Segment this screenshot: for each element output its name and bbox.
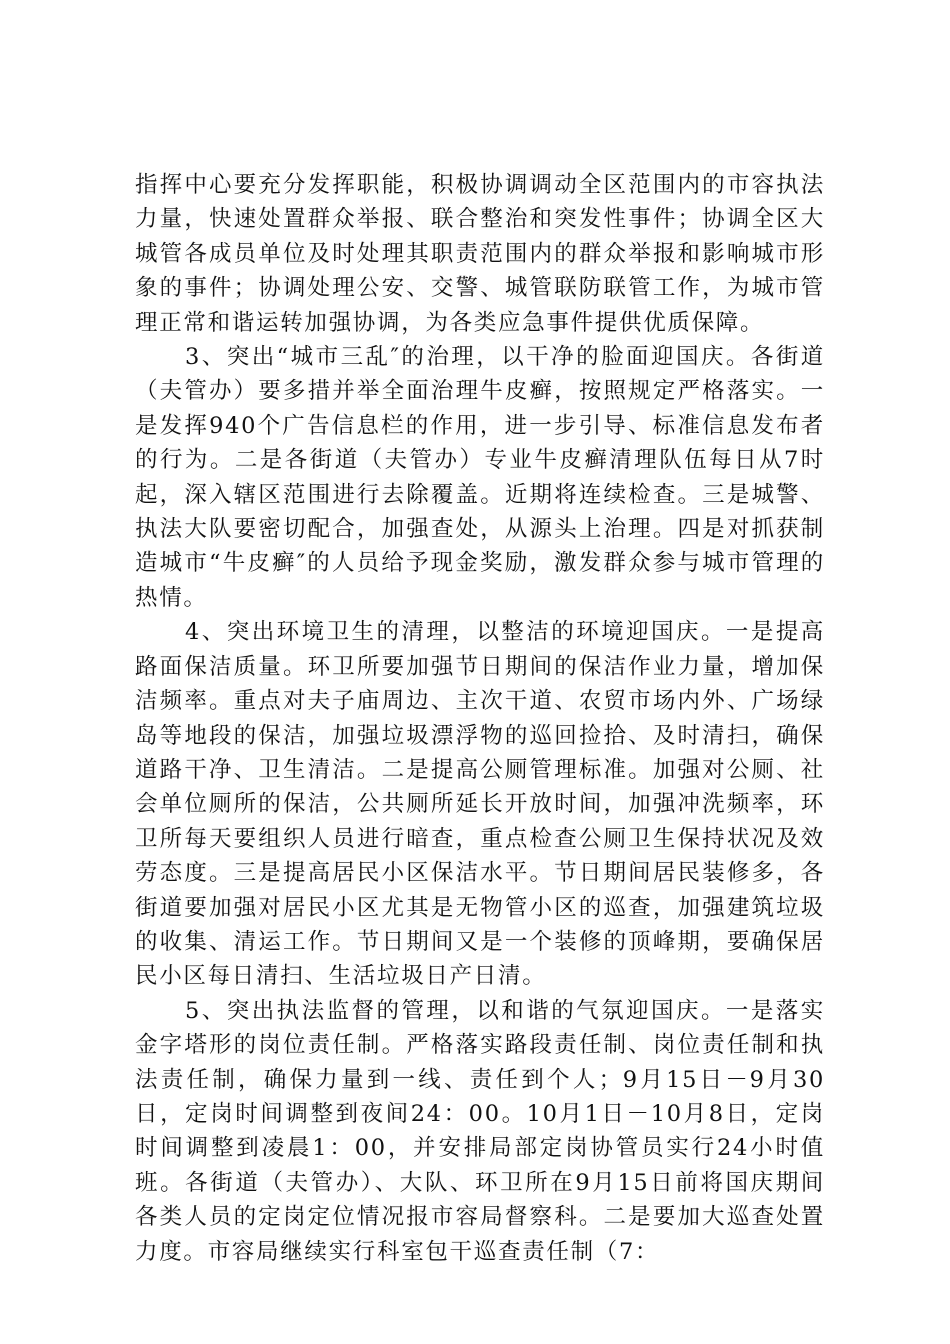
document-body (135, 168, 825, 1269)
paragraph-environmental-sanitation: 4、突出环境卫生的清理，以整洁的环境迎国庆。一是提高路面保洁质量。环卫所要加强节日期间的保洁作业力量，增加保洁频率。重点对夫子庙周边、主次干道、农贸市场内外、广场绿岛等地段的保洁，加强垃圾漂浮物的巡回捡拾、及时清扫，确保道路干净、卫生清洁。二是提高公厕管理标准。加强对公厕、社会单位厕所的保洁，公共厕所延长开放时间，加强冲洗频率，环卫所每天要组织人员进行暗查，重点检查公厕卫生保持状况及效劳态度。三是提高居民小区保洁水平。节日期间居民装修多，各街道要加强对居民小区尤其是无物管小区的巡查，加强建筑垃圾的收集、清运工作。节日期间又是一个装修的顶峰期，要确保居民小区每日清扫、生活垃圾日产日清。 (135, 619, 825, 990)
paragraph-law-enforcement: 5、突出执法监督的管理，以和谐的气氛迎国庆。一是落实金字塔形的岗位责任制。严格落实路段责任制、岗位责任制和执法责任制，确保力量到一线、责任到个人；9月15日－9月30日，定岗时间调整到夜间24：00。10月1日－10月8日，定岗时间调整到凌晨1：00，并安排局部定岗协管员实行24小时值班。各街道（夫管办）、大队、环卫所在9月15日前将国庆期间各类人员的定岗定位情况报市容局督察科。二是要加大巡查处置力度。市容局继续实行科室包干巡查责任制（7： (135, 997, 825, 1265)
paragraph-command-center: 指挥中心要充分发挥职能，积极协调调动全区范围内的市容执法力量，快速处置群众举报、联合整治和突发性事件；协调全区大城管各成员单位及时处理其职责范围内的群众举报和影响城市形象的事件；协调处理公安、交警、城管联防联管工作，为城市管理正常和谐运转加强协调，为各类应急事件提供优质保障。 (135, 172, 825, 336)
paragraph-city-three-chaos: 3、突出“城市三乱″的治理，以干净的脸面迎国庆。各街道（夫管办）要多措并举全面治理牛皮癣，按照规定严格落实。一是发挥940个广告信息栏的作用，进一步引导、标准信息发布者的行为。二是各街道（夫管办）专业牛皮癣清理队伍每日从7时起，深入辖区范围进行去除覆盖。近期将连续检查。三是城警、执法大队要密切配合，加强查处，从源头上治理。四是对抓获制造城市“牛皮癣″的人员给予现金奖励，激发群众参与城市管理的热情。 (135, 344, 825, 611)
